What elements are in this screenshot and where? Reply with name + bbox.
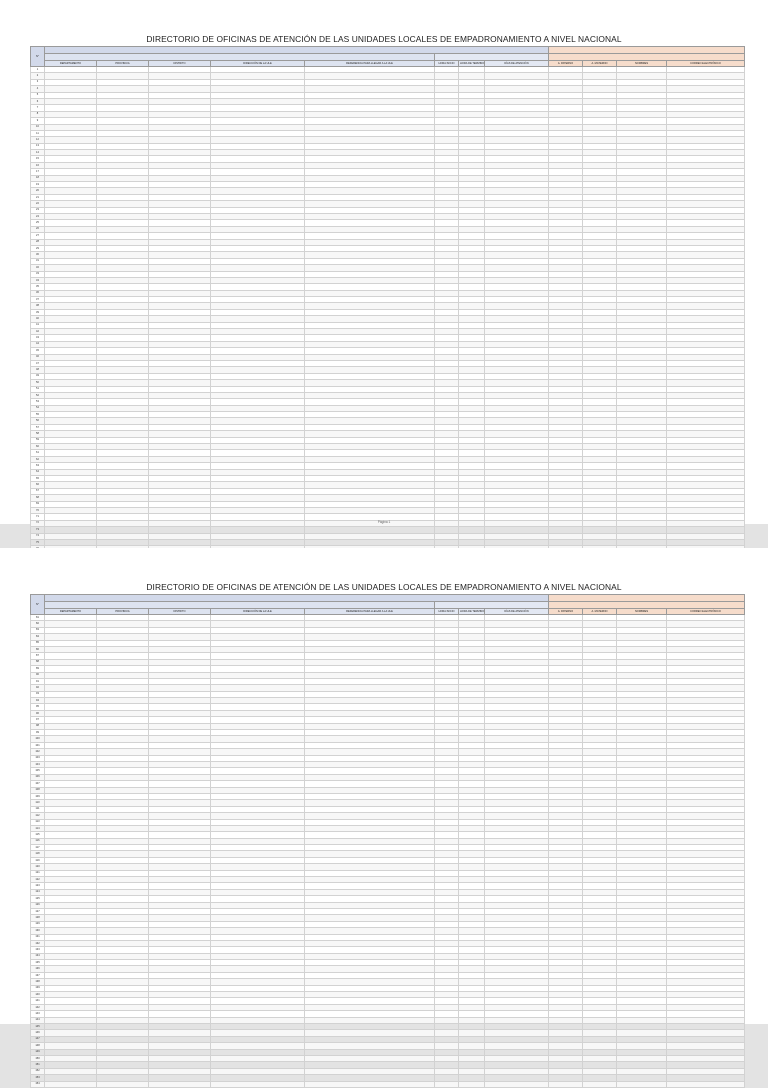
cell-row-number: 81 (31, 615, 45, 621)
cell-address (211, 1081, 305, 1087)
col-header-reference: REFERENCIA PARA LLEGAR A LA ULE (305, 61, 435, 67)
cell-row-number: 92 (31, 685, 45, 691)
col-header-address: DIRECCIÓN DE LA ULE (211, 61, 305, 67)
cell-row-number: 14 (31, 150, 45, 156)
cell-district (149, 1081, 211, 1087)
cell-row-number: 94 (31, 698, 45, 704)
col-header-start-time: HORA INICIO (435, 61, 459, 67)
col-header-province: PROVINCIA (97, 609, 149, 615)
cell-row-number: 35 (31, 284, 45, 290)
cell-row-number: 59 (31, 437, 45, 443)
cell-row-number: 66 (31, 482, 45, 488)
cell-row-number: 99 (31, 730, 45, 736)
cell-maternal-surname (583, 1081, 617, 1087)
header-responsible-group (549, 47, 745, 54)
page-2-title: DIRECTORIO DE OFICINAS DE ATENCIÓN DE LAS UNIDADES LOCALES DE EMPADRONAMIENTO A NIVEL NACIONAL (146, 582, 622, 592)
cell-row-number: 134 (31, 953, 45, 959)
cell-row-number: 124 (31, 889, 45, 895)
cell-row-number: 146 (31, 1030, 45, 1036)
cell-row-number: 43 (31, 335, 45, 341)
cell-row-number: 60 (31, 444, 45, 450)
cell-row-number: 70 (31, 507, 45, 513)
cell-row-number: 141 (31, 998, 45, 1004)
header-office-spacer (45, 54, 435, 61)
cell-row-number: 87 (31, 653, 45, 659)
cell-row-number: 130 (31, 928, 45, 934)
cell-row-number: 153 (31, 1075, 45, 1081)
cell-row-number: 132 (31, 940, 45, 946)
cell-row-number: 103 (31, 755, 45, 761)
cell-row-number: 48 (31, 367, 45, 373)
col-header-district: DISTRITO (149, 61, 211, 67)
cell-row-number: 12 (31, 137, 45, 143)
header-hours-group (435, 602, 549, 609)
cell-row-number: 65 (31, 476, 45, 482)
cell-row-number: 112 (31, 813, 45, 819)
cell-department (45, 1081, 97, 1087)
cell-row-number: 57 (31, 424, 45, 430)
cell-row-number: 55 (31, 412, 45, 418)
cell-row-number: 107 (31, 781, 45, 787)
cell-row-number: 46 (31, 354, 45, 360)
page-number: Página 1 (377, 520, 391, 524)
cell-row-number: 10 (31, 124, 45, 130)
cell-row-number: 63 (31, 463, 45, 469)
col-header-end-time: HORA DE TERMINO (460, 61, 485, 65)
cell-row-number: 104 (31, 761, 45, 767)
header-office-spacer (45, 602, 435, 609)
header-responsible-spacer (549, 602, 745, 609)
cell-row-number: 129 (31, 921, 45, 927)
cell-row-number: 61 (31, 450, 45, 456)
cell-row-number: 121 (31, 870, 45, 876)
table-body-page-1 (31, 67, 745, 578)
cell-row-number: 120 (31, 864, 45, 870)
cell-row-number: 131 (31, 934, 45, 940)
cell-row-number: 82 (31, 621, 45, 627)
col-header-service-days: DÍAS DE ATENCIÓN (485, 609, 549, 615)
cell-row-number: 137 (31, 972, 45, 978)
cell-row-number: 111 (31, 806, 45, 812)
cell-row-number: 27 (31, 233, 45, 239)
col-header-start-time: HORA INICIO (435, 609, 459, 615)
header-hours-group (435, 54, 549, 61)
col-header-service-days: DÍAS DE ATENCIÓN (485, 61, 549, 67)
cell-first-names (617, 1081, 667, 1087)
cell-row-number: 31 (31, 258, 45, 264)
cell-row-number: 144 (31, 1017, 45, 1023)
cell-row-number: 139 (31, 985, 45, 991)
table-row (31, 1081, 745, 1087)
cell-row-number: 7 (31, 105, 45, 111)
cell-row-number: 18 (31, 175, 45, 181)
cell-row-number: 84 (31, 634, 45, 640)
cell-row-number: 95 (31, 704, 45, 710)
cell-row-number: 109 (31, 793, 45, 799)
cell-row-number: 108 (31, 787, 45, 793)
cell-row-number: 122 (31, 877, 45, 883)
cell-row-number: 68 (31, 495, 45, 501)
cell-email (667, 1081, 745, 1087)
cell-row-number: 37 (31, 297, 45, 303)
cell-row-number: 62 (31, 456, 45, 462)
col-header-department: DEPARTAMENTO (45, 61, 97, 67)
page-1-title: DIRECTORIO DE OFICINAS DE ATENCIÓN DE LAS UNIDADES LOCALES DE EMPADRONAMIENTO A NIVEL NACIONAL (146, 34, 622, 44)
cell-row-number: 67 (31, 488, 45, 494)
col-header-paternal-surname: A. PATERNO (549, 609, 583, 615)
cell-row-number: 135 (31, 960, 45, 966)
col-header-maternal-surname: A. MATERNO (583, 609, 617, 615)
cell-row-number: 90 (31, 672, 45, 678)
col-header-district: DISTRITO (149, 609, 211, 615)
cell-row-number: 3 (31, 79, 45, 85)
cell-service-days (485, 1081, 549, 1087)
col-header-email: CORREO ELECTRÓNICO (667, 61, 745, 67)
cell-row-number: 116 (31, 838, 45, 844)
cell-row-number: 75 (31, 539, 45, 545)
cell-row-number: 19 (31, 182, 45, 188)
header-responsible-spacer (549, 54, 745, 61)
cell-row-number: 69 (31, 501, 45, 507)
cell-row-number: 56 (31, 418, 45, 424)
cell-row-number: 49 (31, 373, 45, 379)
cell-end-time (459, 1081, 485, 1087)
cell-row-number: 97 (31, 717, 45, 723)
cell-reference (305, 1081, 435, 1087)
cell-row-number: 147 (31, 1036, 45, 1042)
cell-row-number: 72 (31, 520, 45, 526)
cell-row-number: 8 (31, 111, 45, 117)
cell-row-number: 140 (31, 992, 45, 998)
cell-row-number: 6 (31, 98, 45, 104)
cell-row-number: 54 (31, 405, 45, 411)
cell-row-number: 85 (31, 640, 45, 646)
col-header-reference: REFERENCIA PARA LLEGAR A LA ULE (305, 609, 435, 615)
cell-row-number: 101 (31, 742, 45, 748)
cell-row-number: 28 (31, 239, 45, 245)
col-header-first-names: NOMBRES (617, 609, 667, 615)
cell-row-number: 152 (31, 1068, 45, 1074)
cell-row-number: 136 (31, 966, 45, 972)
cell-row-number: 73 (31, 527, 45, 533)
cell-row-number: 33 (31, 271, 45, 277)
cell-row-number: 126 (31, 902, 45, 908)
header-n: N° (31, 47, 45, 67)
page-2 (0, 548, 768, 1086)
cell-row-number: 36 (31, 290, 45, 296)
cell-row-number: 150 (31, 1055, 45, 1061)
cell-row-number: 25 (31, 220, 45, 226)
cell-row-number: 23 (31, 207, 45, 213)
cell-row-number: 22 (31, 201, 45, 207)
cell-row-number: 86 (31, 646, 45, 652)
header-responsible-group (549, 595, 745, 602)
cell-row-number: 47 (31, 360, 45, 366)
cell-row-number: 114 (31, 825, 45, 831)
cell-row-number: 30 (31, 252, 45, 258)
cell-row-number: 119 (31, 857, 45, 863)
cell-row-number: 105 (31, 768, 45, 774)
col-header-end-time: HORA DE TERMINO (460, 609, 485, 613)
cell-row-number: 89 (31, 666, 45, 672)
cell-row-number: 64 (31, 469, 45, 475)
cell-row-number: 2 (31, 73, 45, 79)
cell-row-number: 58 (31, 431, 45, 437)
cell-row-number: 26 (31, 226, 45, 232)
cell-row-number: 16 (31, 162, 45, 168)
cell-row-number: 17 (31, 169, 45, 175)
cell-row-number: 145 (31, 1024, 45, 1030)
cell-row-number: 52 (31, 392, 45, 398)
cell-row-number: 143 (31, 1011, 45, 1017)
office-directory-table-page-2 (30, 594, 745, 1088)
cell-row-number: 13 (31, 143, 45, 149)
header-office-data-group (45, 47, 549, 54)
col-header-address: DIRECCIÓN DE LA ULE (211, 609, 305, 615)
cell-paternal-surname (549, 1081, 583, 1087)
cell-row-number: 41 (31, 322, 45, 328)
cell-row-number: 74 (31, 533, 45, 539)
cell-row-number: 32 (31, 265, 45, 271)
col-header-department: DEPARTAMENTO (45, 609, 97, 615)
cell-row-number: 113 (31, 819, 45, 825)
cell-row-number: 125 (31, 896, 45, 902)
cell-row-number: 123 (31, 883, 45, 889)
cell-row-number: 9 (31, 118, 45, 124)
cell-province (97, 1081, 149, 1087)
col-header-maternal-surname: A. MATERNO (583, 61, 617, 67)
cell-row-number: 50 (31, 380, 45, 386)
cell-row-number: 1 (31, 67, 45, 73)
header-office-data-group (45, 595, 549, 602)
col-header-first-names: NOMBRES (617, 61, 667, 67)
cell-row-number: 127 (31, 908, 45, 914)
cell-row-number: 40 (31, 316, 45, 322)
cell-row-number: 148 (31, 1043, 45, 1049)
cell-row-number: 24 (31, 213, 45, 219)
col-header-email: CORREO ELECTRÓNICO (667, 609, 745, 615)
col-header-paternal-surname: A. PATERNO (549, 61, 583, 67)
cell-row-number: 138 (31, 979, 45, 985)
cell-row-number: 98 (31, 723, 45, 729)
cell-row-number: 106 (31, 774, 45, 780)
cell-row-number: 154 (31, 1081, 45, 1087)
cell-row-number: 29 (31, 245, 45, 251)
cell-row-number: 117 (31, 845, 45, 851)
cell-row-number: 5 (31, 92, 45, 98)
cell-row-number: 15 (31, 156, 45, 162)
cell-row-number: 110 (31, 800, 45, 806)
cell-row-number: 133 (31, 947, 45, 953)
cell-row-number: 44 (31, 341, 45, 347)
cell-row-number: 149 (31, 1049, 45, 1055)
cell-row-number: 128 (31, 915, 45, 921)
cell-row-number: 34 (31, 277, 45, 283)
table-body-page-2 (31, 615, 745, 1088)
cell-row-number: 53 (31, 399, 45, 405)
cell-row-number: 39 (31, 309, 45, 315)
cell-row-number: 102 (31, 749, 45, 755)
cell-row-number: 151 (31, 1062, 45, 1068)
cell-row-number: 88 (31, 659, 45, 665)
cell-row-number: 45 (31, 348, 45, 354)
cell-row-number: 118 (31, 851, 45, 857)
cell-row-number: 93 (31, 691, 45, 697)
cell-row-number: 11 (31, 130, 45, 136)
col-header-province: PROVINCIA (97, 61, 149, 67)
cell-row-number: 38 (31, 303, 45, 309)
office-directory-table-page-1 (30, 46, 745, 578)
cell-row-number: 21 (31, 194, 45, 200)
cell-row-number: 42 (31, 329, 45, 335)
cell-row-number: 91 (31, 678, 45, 684)
cell-row-number: 115 (31, 832, 45, 838)
cell-row-number: 4 (31, 86, 45, 92)
cell-row-number: 96 (31, 710, 45, 716)
header-n: N° (31, 595, 45, 615)
cell-start-time (435, 1081, 459, 1087)
cell-row-number: 142 (31, 1004, 45, 1010)
cell-row-number: 83 (31, 627, 45, 633)
cell-row-number: 20 (31, 188, 45, 194)
cell-row-number: 71 (31, 514, 45, 520)
cell-row-number: 51 (31, 386, 45, 392)
cell-row-number: 100 (31, 736, 45, 742)
